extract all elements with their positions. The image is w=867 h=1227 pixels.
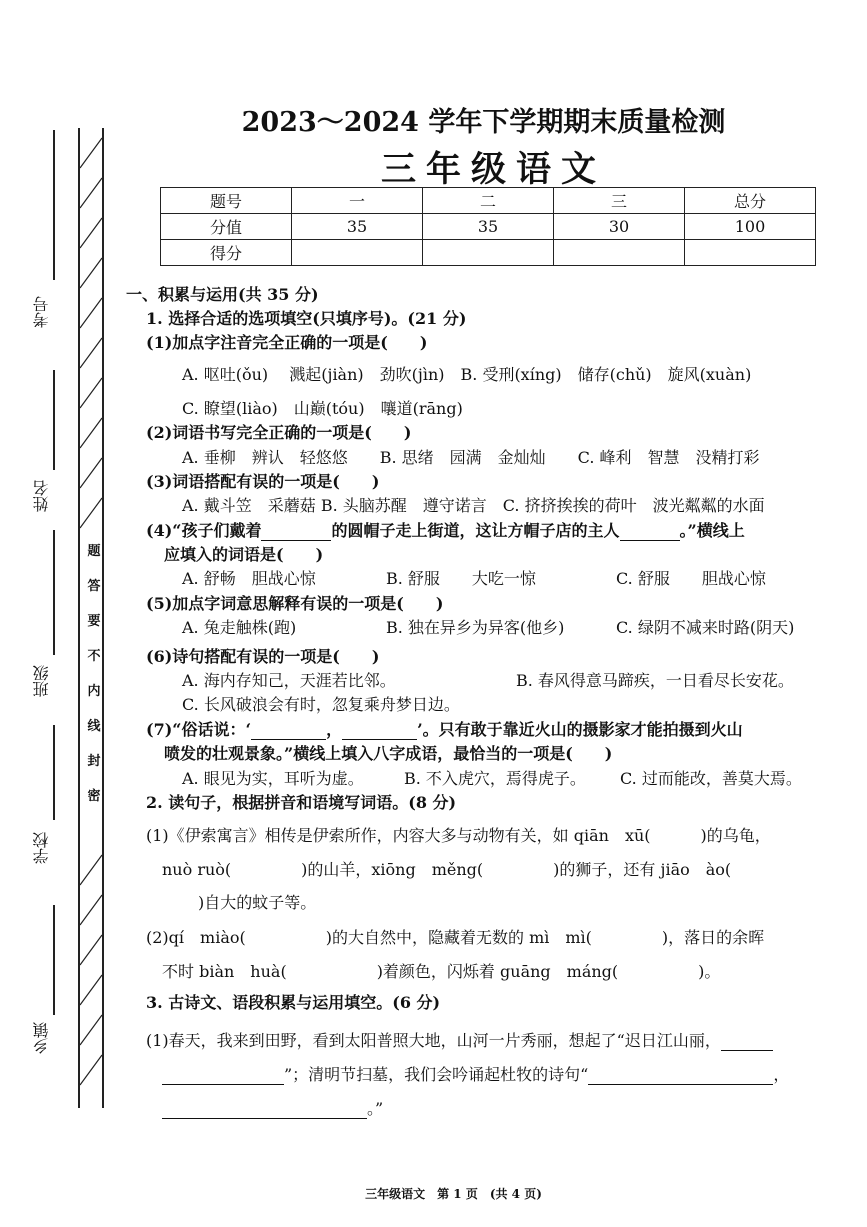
question-item: (6)诗句搭配有误的一项是( ): [146, 647, 380, 666]
q7-part: ，: [326, 720, 343, 739]
question-option: B. 不入虎穴，焉得虎子。: [404, 769, 586, 788]
class-line: [53, 530, 55, 655]
question-heading: 2. 读句子，根据拼音和语境写词语。(8 分): [146, 793, 457, 812]
q3-text: ，: [773, 1065, 790, 1084]
seal-char: 答: [87, 579, 101, 594]
name-line: [53, 370, 55, 470]
township-line: [53, 905, 55, 1015]
question-item: (2)词语书写完全正确的一项是( ): [146, 423, 412, 442]
answer-blank[interactable]: [162, 1118, 367, 1119]
table-row: [161, 240, 816, 266]
exam-number-label: 考号: [32, 296, 51, 328]
section-heading: 一、积累与运用(共 35 分): [126, 285, 319, 304]
score-table: [160, 187, 816, 266]
q2-text: )着颜色，闪烁着 guāng máng(: [376, 962, 619, 981]
q3-text: ”；清明节扫墓，我们会吟诵起杜牧的诗句“: [284, 1065, 589, 1084]
table-cell: 二: [423, 188, 554, 214]
q2-line-2: [162, 857, 731, 880]
q3-line-2: [162, 1062, 789, 1085]
q2-text: (1)《伊索寓言》相传是伊索所作，内容大多与动物有关，如 qiān xū(: [146, 826, 651, 845]
score-input-cell[interactable]: [685, 240, 816, 266]
q3-text: 。”: [367, 1099, 384, 1118]
seal-char: 线: [87, 719, 101, 734]
school-label: 学校: [32, 832, 51, 864]
table-cell: 一: [292, 188, 423, 214]
q3-text: (1)春天，我来到田野，看到太阳普照大地，山河一片秀丽，想起了“迟日江山丽，: [146, 1031, 721, 1050]
q2-line-4: [146, 925, 764, 948]
q2-text: 不时 biàn huà(: [162, 962, 287, 981]
answer-blank[interactable]: [342, 739, 417, 740]
question-item: (3)词语搭配有误的一项是( ): [146, 472, 380, 491]
table-cell: 得分: [161, 240, 292, 266]
question-item: (1)加点字注音完全正确的一项是( ): [146, 333, 428, 352]
question-options: C. 瞭望(liào) 山巅(tóu) 嚷道(rāng): [182, 399, 463, 418]
table-cell: 35: [423, 214, 554, 240]
question-item: 喷发的壮观景象。”横线上填入八字成语，最恰当的一项是( ): [164, 744, 613, 763]
question-item: 应填入的词语是( ): [164, 545, 324, 564]
seal-char: 题: [87, 544, 101, 559]
township-label: 乡镇: [32, 1022, 51, 1054]
q2-text: )，落日的余晖: [661, 928, 765, 947]
q2-line-1: [146, 823, 771, 846]
q4-part: 。”横线上: [679, 521, 745, 540]
table-cell: 100: [685, 214, 816, 240]
question-heading: 3. 古诗文、语段积累与运用填空。(6 分): [146, 993, 441, 1012]
q3-line-3: [162, 1096, 383, 1119]
answer-blank[interactable]: [588, 1084, 773, 1085]
question-option: A. 眼见为实，耳听为虚。: [182, 769, 364, 788]
table-row: [161, 188, 816, 214]
question-option: C. 舒服 胆战心惊: [616, 569, 766, 588]
seal-char: 密: [87, 789, 101, 804]
q2-line-5: [162, 959, 720, 982]
q4-part: (4)“孩子们戴着: [146, 521, 262, 540]
question-option: C. 绿阴不减来时路(阴天): [616, 618, 795, 637]
exam-subtitle: 三年级语文: [380, 149, 606, 190]
question-option: A. 兔走触株(跑): [182, 618, 297, 637]
score-input-cell[interactable]: [292, 240, 423, 266]
q2-text: (2)qí miào(: [146, 928, 246, 947]
name-label: 姓名: [32, 480, 51, 512]
q2-text: nuò ruò(: [162, 860, 232, 879]
question-option: C. 长风破浪会有时，忽复乘舟梦日边。: [182, 695, 460, 714]
table-cell: 总分: [685, 188, 816, 214]
question-option: B. 独在异乡为异客(他乡): [386, 618, 565, 637]
q3-line-1: [146, 1028, 773, 1051]
q2-text: )的乌龟，: [700, 826, 771, 845]
question-option: B. 舒服 大吃一惊: [386, 569, 536, 588]
q2-text: )。: [698, 962, 721, 981]
table-cell: 35: [292, 214, 423, 240]
q7-part: ’。只有敢于靠近火山的摄影家才能拍摄到火山: [417, 720, 743, 739]
question-option: B. 春风得意马蹄疾，一日看尽长安花。: [516, 671, 794, 690]
question-heading: 1. 选择合适的选项填空(只填序号)。(21 分): [146, 309, 467, 328]
table-cell: 分值: [161, 214, 292, 240]
exam-title: 2023～2024 学年下学期期末质量检测: [241, 107, 726, 138]
answer-blank[interactable]: [261, 540, 331, 541]
seal-char: 要: [87, 614, 101, 629]
question-item: (5)加点字词意思解释有误的一项是( ): [146, 594, 444, 613]
seal-char: 封: [87, 754, 101, 769]
table-cell: 30: [554, 214, 685, 240]
question-option: A. 舒畅 胆战心惊: [182, 569, 316, 588]
answer-blank[interactable]: [162, 1084, 284, 1085]
table-row: [161, 214, 816, 240]
question-options: A. 呕吐(ǒu) 溅起(jiàn) 劲吹(jìn) B. 受刑(xíng) 储存(chǔ) 旋风(xuàn): [182, 365, 752, 384]
q7-part: (7)“俗话说：‘: [146, 720, 252, 739]
answer-blank[interactable]: [721, 1050, 773, 1051]
table-cell: 三: [554, 188, 685, 214]
q2-line-3: )自大的蚊子等。: [198, 893, 317, 912]
seal-hatching-bottom: [78, 850, 104, 1108]
seal-char: 不: [87, 649, 101, 664]
page-footer: 三年级语文 第 1 页 (共 4 页): [365, 1187, 542, 1201]
school-line: [53, 725, 55, 820]
question-item-7: [146, 717, 743, 740]
seal-char: 内: [87, 684, 101, 699]
q2-text: )的狮子，还有 jiāo ào(: [553, 860, 732, 879]
answer-blank[interactable]: [251, 739, 326, 740]
q2-text: )的山羊，xiōng měng(: [301, 860, 484, 879]
score-input-cell[interactable]: [554, 240, 685, 266]
score-input-cell[interactable]: [423, 240, 554, 266]
q4-part: 的圆帽子走上街道，这让方帽子店的主人: [331, 521, 620, 540]
question-item-4: [146, 518, 745, 541]
question-option: A. 海内存知己，天涯若比邻。: [182, 671, 396, 690]
answer-blank[interactable]: [620, 540, 680, 541]
class-label: 班级: [32, 665, 51, 697]
question-option: C. 过而能改，善莫大焉。: [620, 769, 802, 788]
question-options: A. 垂柳 辨认 轻悠悠 B. 思绪 园满 金灿灿 C. 峰利 智慧 没精打彩: [182, 448, 760, 467]
q2-text: )的大自然中，隐藏着无数的 mì mì(: [325, 928, 592, 947]
table-cell: 题号: [161, 188, 292, 214]
question-options: A. 戴斗笠 采蘑菇 B. 头脑苏醒 遵守诺言 C. 挤挤挨挨的荷叶 波光粼粼的水面: [182, 496, 765, 515]
